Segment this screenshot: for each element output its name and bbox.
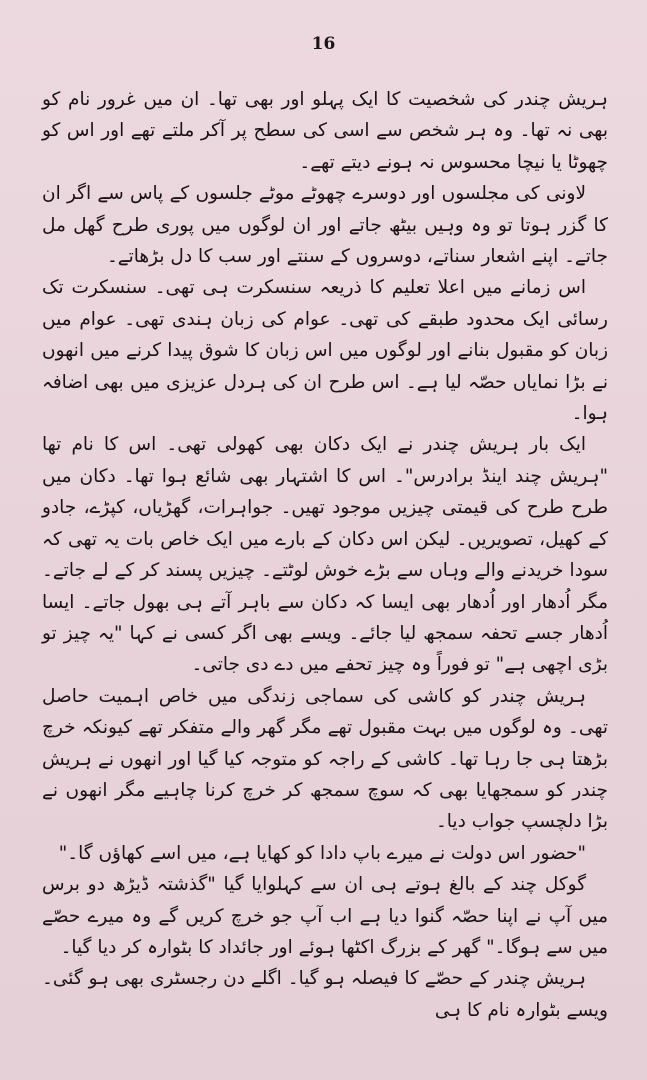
paragraph-7: گوکل چند کے بالغ ہوتے ہی ان سے کہلوایا گیا "گذشتہ ڈیڑھ دو برس میں آپ نے اپنا حصّہ گنوا دیا ہے اب آپ جو خرچ کریں گے وہ میرے حصّے میں سے ہوگا۔" گھر کے بزرگ اکٹھا ہوئے اور جائداد کا بٹوارہ کر دیا گیا۔ (42, 874, 608, 958)
paragraph-4: ایک بار ہریش چندر نے ایک دکان بھی کھولی تھی۔ اس کا نام تھا "ہریش چند اینڈ برادرس"۔ اس کا اشتہار بھی شائع ہوا تھا۔ دکان میں طرح طرح کی قیمتی چیزیں موجود تھیں۔ جواہرات، گھڑیاں، کپڑے، جادو کے کھیل، تصویریں۔ لیکن اس دکان کے بارے میں ایک خاص بات یہ تھی کہ سودا خریدنے والے وہاں سے بڑے خوش لوٹتے۔ چیزیں پسند کر کے لے جاتے۔ مگر اُدھار اور اُدھار بھی ایسا کہ دکان سے باہر آتے ہی بھول جاتے۔ ایسا اُدھار جسے تحفہ سمجھ لیا جائے۔ ویسے بھی اگر کسی نے کہا "یہ چیز تو بڑی اچھی ہے" تو فوراً وہ چیز تحفے میں دے دی جاتی۔ (42, 434, 608, 676)
paragraph-5: ہریش چندر کو کاشی کی سماجی زندگی میں خاص اہمیت حاصل تھی۔ وہ لوگوں میں بہت مقبول تھے مگر گھر والے متفکر تھے کیونکہ خرچ بڑھتا ہی جا رہا تھا۔ کاشی کے راجہ کو متوجہ کیا گیا اور انھوں نے ہریش چندر کو سمجھایا بھی کہ سوچ سمجھ کر خرچ کرنا چاہیے مگر انھوں نے بڑا دلچسپ جواب دیا۔ (42, 685, 608, 833)
paragraph-1: ہریش چندر کی شخصیت کا ایک پہلو اور بھی تھا۔ ان میں غرور نام کو بھی نہ تھا۔ وہ ہر شخص سے اسی کی سطح پر آکر ملتے تھے اور اس کو چھوٹا یا نیچا محسوس نہ ہونے دیتے تھے۔ (42, 89, 608, 173)
page-text (42, 84, 608, 1026)
paragraph-6: "حضور اس دولت نے میرے باپ دادا کو کھایا ہے، میں اسے کھاؤں گا۔" (58, 842, 586, 864)
page-number: 16 (311, 34, 336, 54)
paragraph-8: ہریش چندر کے حصّے کا فیصلہ ہو گیا۔ اگلے دن رجسٹری بھی ہو گئی۔ ویسے بٹوارہ نام کا ہی (42, 968, 608, 1021)
paragraph-2: لاونی کی مجلسوں اور دوسرے چھوٹے موٹے جلسوں کے پاس سے اگر ان کا گزر ہوتا تو وہ وہیں بیٹھ جاتے اور ان لوگوں میں پوری طرح گھل مل جاتے۔ اپنے اشعار سناتے، دوسروں کے سنتے اور سب کا دل بڑھاتے۔ (42, 183, 608, 268)
paragraph-3: اس زمانے میں اعلا تعلیم کا ذریعہ سنسکرت ہی تھی۔ سنسکرت تک رسائی ایک محدود طبقے کی تھی۔ عوام کی زبان ہندی تھی۔ عوام میں زبان کو مقبول بنانے اور لوگوں میں اس زبان کا شوق پیدا کرنے میں انھوں نے بڑا نمایاں حصّہ لیا ہے۔ اس طرح ان کی ہردل عزیزی میں بھی اضافہ ہوا۔ (42, 277, 608, 425)
